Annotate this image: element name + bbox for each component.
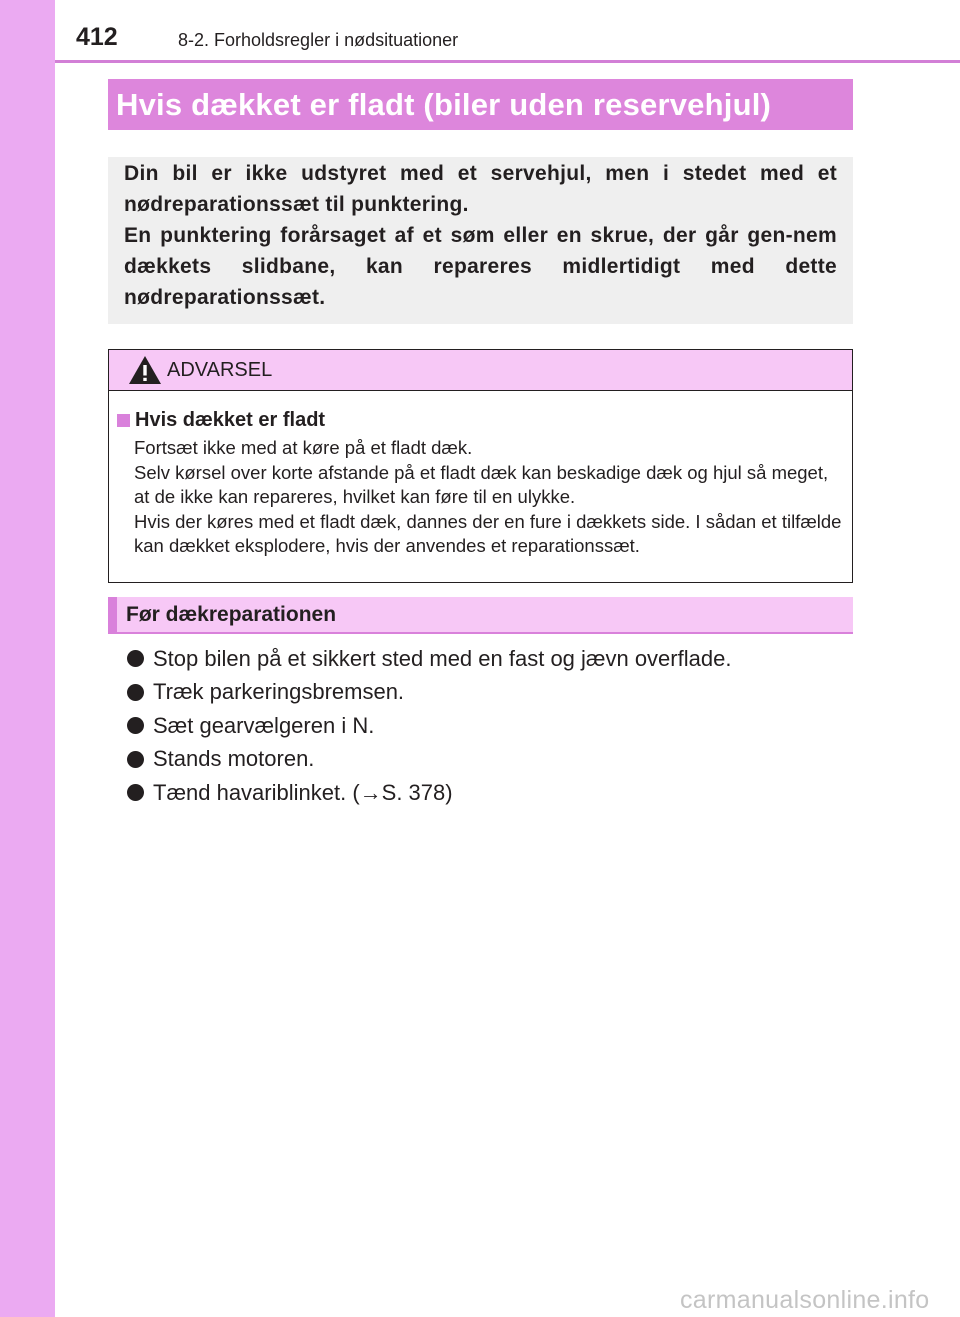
warning-subheading-text: Hvis dækket er fladt (135, 409, 326, 431)
warning-header (109, 350, 852, 391)
warning-subheading (117, 408, 325, 432)
intro-paragraph-1: Din bil er ikke udstyret med et servehjul, men i stedet med et nødreparationssæt til punktering. (124, 162, 837, 216)
intro-paragraph-2: En punktering forårsaget af et søm eller en skrue, der går gen-nem dækkets slidbane, kan repareres midlertidigt med dette nødreparationssæt. (124, 224, 837, 309)
bullet-icon (127, 650, 144, 667)
list-item: Stop bilen på et sikkert sted med en fast og jævn overflade. (127, 642, 731, 676)
list-item: Træk parkeringsbremsen. (127, 676, 731, 710)
bullet-icon (127, 784, 144, 801)
warning-paragraph: Fortsæt ikke med at køre på et fladt dæk. (134, 437, 473, 458)
square-bullet-icon (117, 414, 130, 427)
intro-box (108, 157, 853, 324)
warning-paragraph: Selv kørsel over korte afstande på et fladt dæk kan beskadige dæk og hjul så meget, at de ikke kan repareres, hvilket kan føre til en ulykke. (134, 461, 829, 507)
warning-box (108, 349, 853, 583)
bullet-icon (127, 684, 144, 701)
warning-body (134, 436, 846, 559)
side-strip (0, 0, 55, 1317)
step-list (127, 642, 731, 810)
list-item: Stands motoren. (127, 743, 731, 777)
title-banner (108, 79, 853, 130)
watermark: carmanualsonline.info (680, 1286, 930, 1314)
warning-label: ADVARSEL (167, 359, 273, 381)
list-item: Sæt gearvælgeren i N. (127, 709, 731, 743)
warning-paragraph: Hvis der køres med et fladt dæk, dannes der en fure i dækkets side. I sådan et tilfælde kan dækket eksplodere, hvis der anvendes et reparationssæt. (134, 510, 842, 556)
section-heading-text: Før dækreparationen (126, 602, 337, 626)
section-path: 8-2. Forholdsregler i nødsituationer (178, 30, 459, 50)
page-number: 412 (76, 23, 118, 51)
bullet-icon (127, 717, 144, 734)
list-item: Tænd havariblinket. (→S. 378) (127, 776, 731, 810)
bullet-icon (127, 751, 144, 768)
warning-triangle-icon (128, 355, 162, 385)
section-heading (108, 597, 853, 634)
header-rule (55, 60, 960, 63)
page-title: Hvis dække​t er fladt (biler uden reservehjul) (116, 86, 772, 122)
